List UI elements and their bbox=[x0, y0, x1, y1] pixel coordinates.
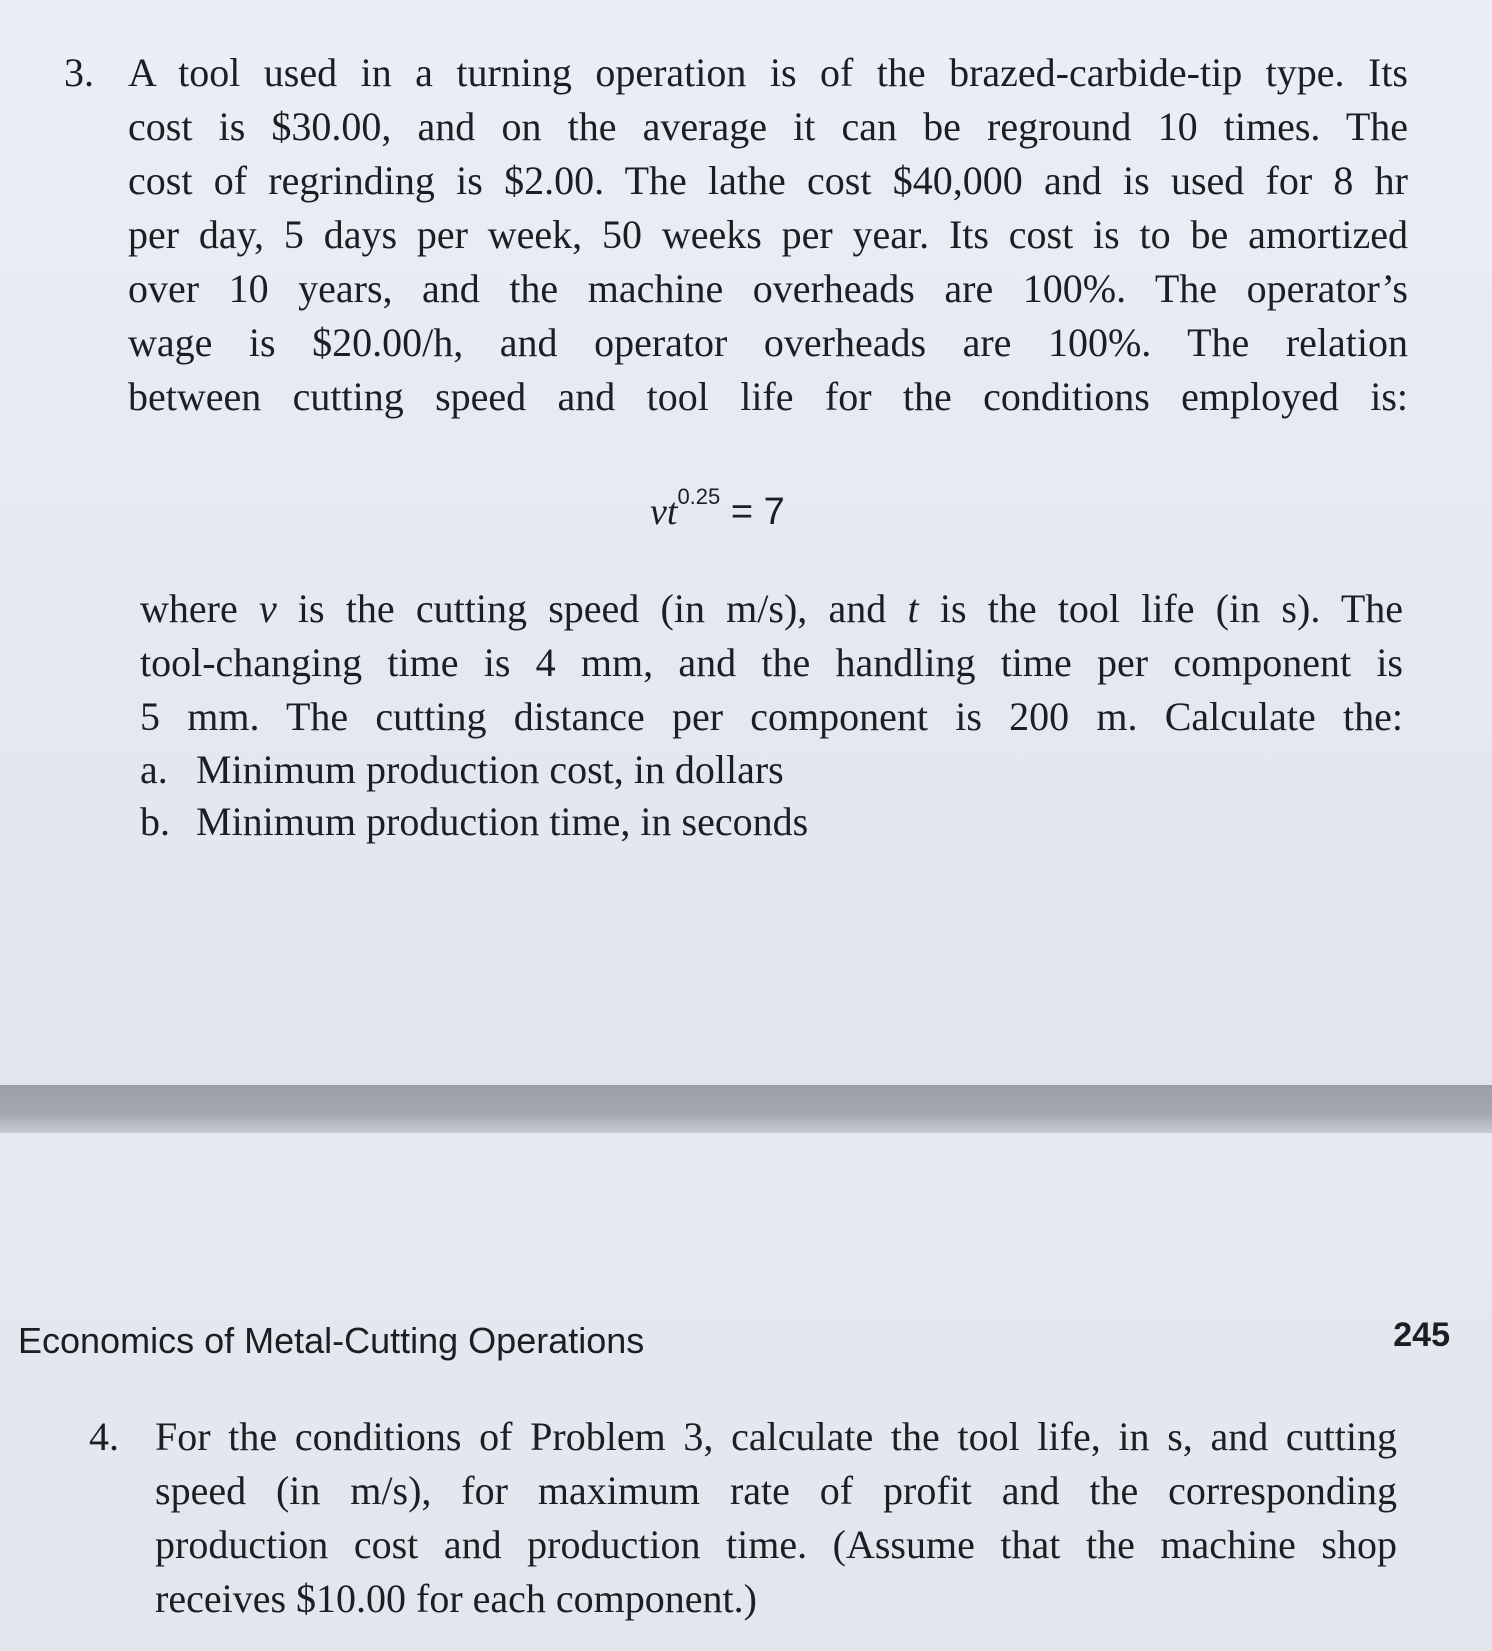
where-text: where bbox=[140, 586, 259, 631]
variable-t: t bbox=[907, 586, 919, 631]
problem-3-line: over 10 years, and the machine overheads are 100%. The operator’s bbox=[128, 266, 1408, 311]
problem-4-line: speed (in m/s), for maximum rate of profit and the corresponding bbox=[155, 1468, 1397, 1513]
subquestion-letter: a. bbox=[140, 747, 168, 792]
problem-3 bbox=[64, 46, 1408, 424]
problem-3-line: cost is $30.00, and on the average it can be reground 10 times. The bbox=[128, 104, 1408, 149]
subquestion-letter: b. bbox=[140, 799, 170, 844]
subquestion-b bbox=[140, 796, 808, 848]
problem-4-line: receives $10.00 for each component.) bbox=[155, 1576, 757, 1621]
equation-rhs: = 7 bbox=[730, 491, 785, 533]
problem-3-number: 3. bbox=[64, 50, 94, 95]
problem-4-number: 4. bbox=[89, 1414, 119, 1459]
subquestion-a bbox=[140, 744, 808, 796]
page-divider bbox=[0, 1085, 1492, 1133]
tool-life-equation bbox=[650, 484, 785, 534]
problem-4-line: production cost and production time. (Assume that the machine shop bbox=[155, 1522, 1397, 1567]
problem-3-line: wage is $20.00/h, and operator overheads are 100%. The relation bbox=[128, 320, 1408, 365]
problem-3-line: 5 mm. The cutting distance per component is 200 m. Calculate the: bbox=[140, 694, 1403, 739]
problem-3-line: tool-changing time is 4 mm, and the handling time per component is bbox=[140, 640, 1403, 685]
where-text: is the cutting speed (in m/s), and bbox=[276, 586, 908, 631]
problem-3-subquestions bbox=[140, 744, 808, 848]
chapter-title: Economics of Metal-Cutting Operations bbox=[18, 1320, 645, 1361]
equation-base: vt bbox=[650, 491, 678, 533]
problem-4 bbox=[89, 1410, 1397, 1626]
subquestion-text: Minimum production time, in seconds bbox=[196, 799, 809, 844]
problem-3-line: A tool used in a turning operation is of the brazed-carbide-tip type. Its bbox=[128, 50, 1408, 95]
problem-4-line: For the conditions of Problem 3, calculate the tool life, in s, and cutting bbox=[155, 1414, 1397, 1459]
where-text: is the tool life (in s). The bbox=[918, 586, 1404, 631]
where-line bbox=[140, 582, 1403, 636]
subquestion-text: Minimum production cost, in dollars bbox=[196, 747, 784, 792]
problem-3-line: cost of regrinding is $2.00. The lathe cost $40,000 and is used for 8 hr bbox=[128, 158, 1408, 203]
problem-3-line: per day, 5 days per week, 50 weeks per year. Its cost is to be amortized bbox=[128, 212, 1408, 257]
page-number: 245 bbox=[1393, 1316, 1450, 1354]
problem-3-continuation bbox=[140, 582, 1403, 744]
variable-v: v bbox=[258, 586, 277, 631]
equation-exponent: 0.25 bbox=[677, 484, 721, 510]
problem-3-line: between cutting speed and tool life for the conditions employed is: bbox=[128, 374, 1408, 419]
